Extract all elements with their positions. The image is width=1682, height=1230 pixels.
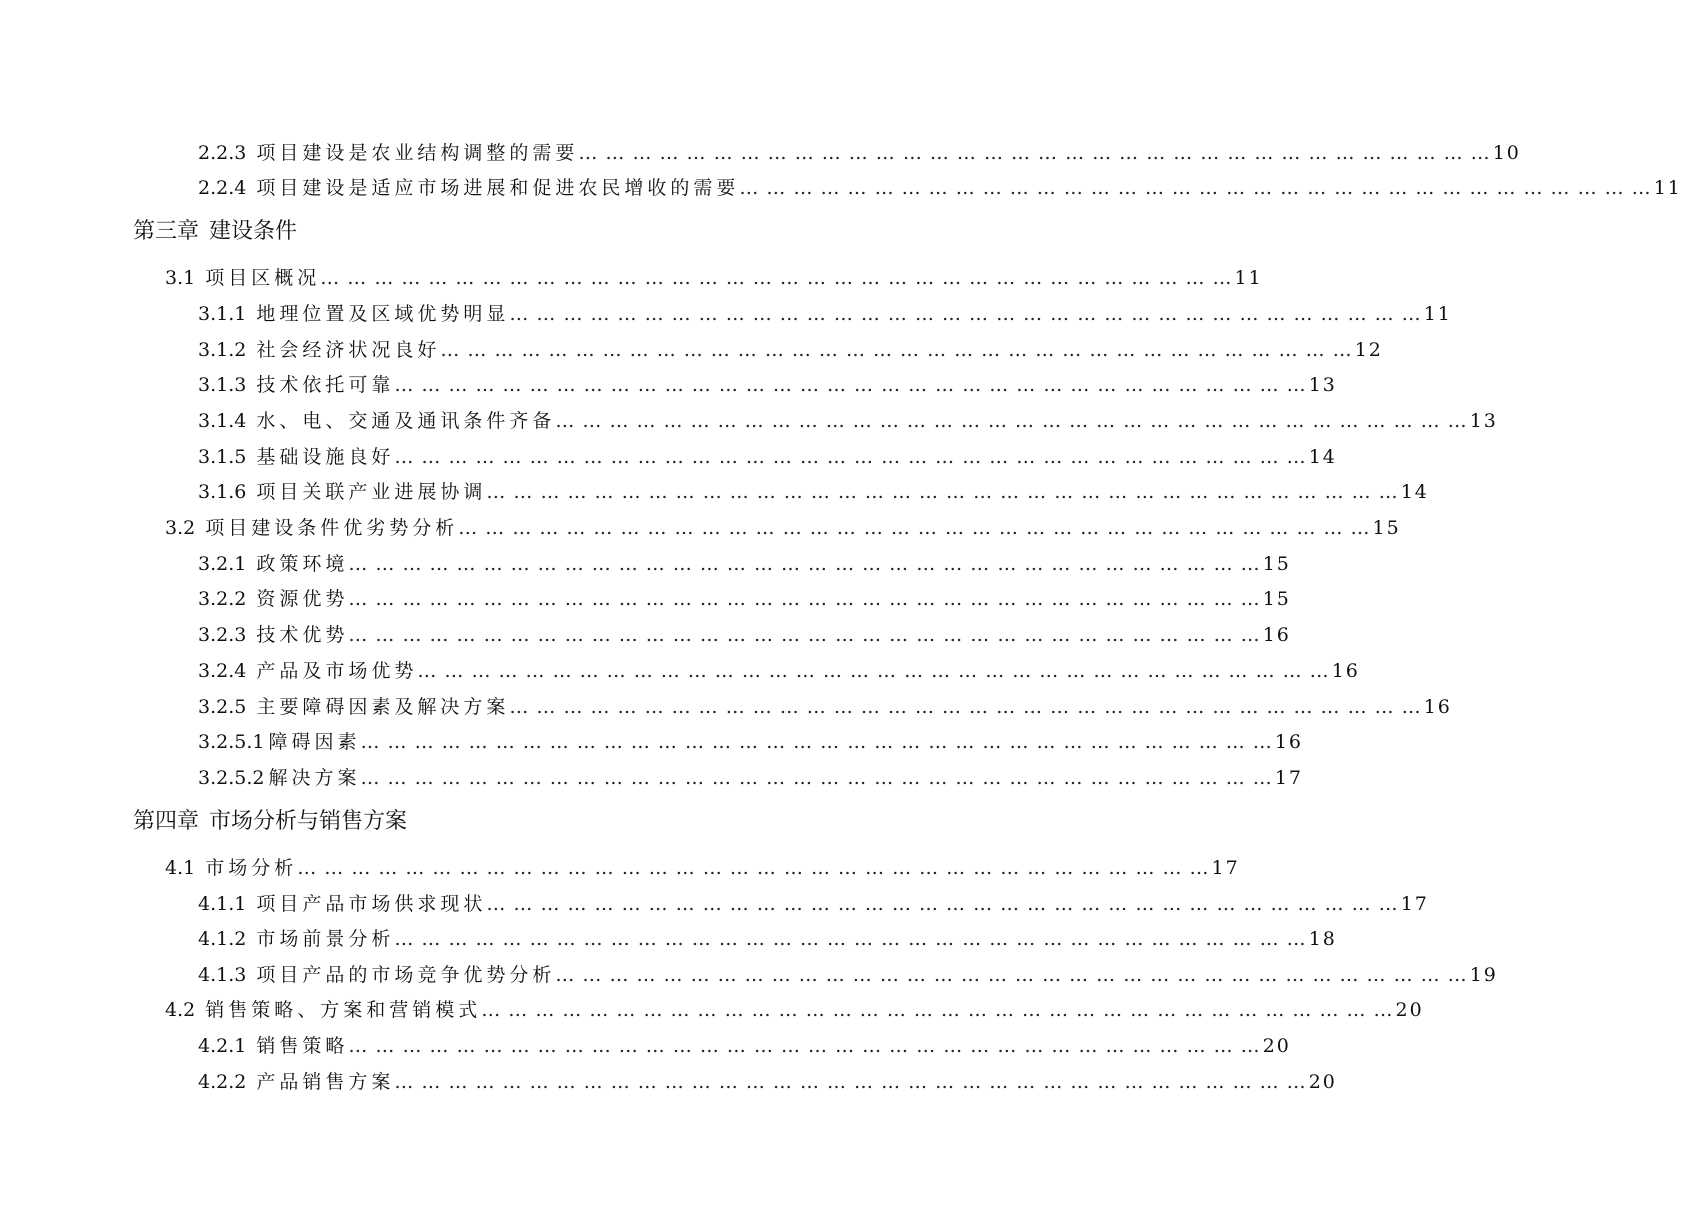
dot-leader: … … … … … … … … … … … … … … … … … … … … … … … … … … … … … … … … … … — [348, 1035, 1261, 1057]
chapter-number: 第四章 — [133, 809, 200, 834]
toc-entry-title: 技术优势 — [256, 624, 349, 646]
dot-leader: … … … … … … … … … … … … … … … … … … … … … … … … … … … … … … … … … … — [486, 481, 1399, 503]
toc-entry[interactable] — [198, 585, 1291, 613]
toc-entry-number: 3.2.3 — [198, 624, 247, 646]
toc-entry-page: 20 — [1395, 999, 1424, 1021]
toc-entry[interactable] — [198, 139, 1521, 167]
toc-entry-page: 11 — [1653, 177, 1682, 199]
dot-leader: … … … … … … … … … … … … … … … … … … … … … … … … … … … … … … … … … … — [486, 893, 1399, 915]
toc-entry-number: 4.1.2 — [198, 928, 247, 950]
toc-entry[interactable] — [198, 657, 1360, 685]
dot-leader: … … … … … … … … … … … … … … … … … … … … … … … … … … … … … … … … … … — [578, 142, 1491, 164]
toc-entry-page: 17 — [1211, 857, 1240, 879]
toc-entry-title: 项目建设是适应市场进展和促进农民增收的需要 — [256, 177, 740, 199]
toc-entry[interactable] — [198, 1068, 1337, 1096]
dot-leader: … … … … … … … … … … … … … … … … … … … … … … … … … … … … … … … … … … — [440, 339, 1353, 361]
toc-entry-number: 4.2.2 — [198, 1071, 247, 1093]
dot-leader: … … … … … … … … … … … … … … … … … … … … … … … … … … … … … … … … … … — [360, 767, 1273, 789]
dot-leader: … … … … … … … … … … … … … … … … … … … … … … … … … … … … … … … … … … — [394, 1071, 1307, 1093]
toc-entry-page: 13 — [1308, 374, 1337, 396]
chapter-number: 第三章 — [133, 219, 200, 244]
chapter-heading[interactable] — [133, 216, 297, 248]
dot-leader: … … … … … … … … … … … … … … … … … … … … … … … … … … … … … … … … … … — [509, 696, 1422, 718]
toc-entry-number: 3.2.5.1 — [198, 731, 265, 753]
toc-entry-page: 14 — [1308, 446, 1337, 468]
toc-entry[interactable] — [198, 890, 1429, 918]
toc-entry-title: 技术依托可靠 — [256, 374, 395, 396]
dot-leader: … … … … … … … … … … … … … … … … … … … … … … … … … … … … … … … … … … — [458, 517, 1371, 539]
dot-leader: … … … … … … … … … … … … … … … … … … … … … … … … … … … … … … … … … … — [348, 553, 1261, 575]
toc-entry-number: 4.2.1 — [198, 1035, 247, 1057]
toc-entry-number: 3.2 — [165, 517, 196, 539]
toc-entry[interactable] — [198, 371, 1337, 399]
toc-entry-page: 12 — [1354, 339, 1383, 361]
chapter-heading[interactable] — [133, 806, 407, 838]
toc-entry-title: 销售策略、方案和营销模式 — [205, 999, 482, 1021]
toc-entry-number: 3.1.6 — [198, 481, 247, 503]
toc-entry[interactable] — [198, 300, 1452, 328]
toc-entry-title: 项目产品的市场竞争优势分析 — [256, 964, 556, 986]
toc-entry[interactable] — [198, 478, 1429, 506]
toc-entry-title: 项目建设是农业结构调整的需要 — [256, 142, 579, 164]
toc-entry-title: 障碍因素 — [268, 731, 361, 753]
toc-entry-title: 市场前景分析 — [256, 928, 395, 950]
toc-entry[interactable] — [198, 728, 1303, 756]
toc-entry-title: 基础设施良好 — [256, 446, 395, 468]
toc-entry-title: 社会经济状况良好 — [256, 339, 441, 361]
toc-entry[interactable] — [165, 854, 1240, 882]
toc-entry-number: 2.2.3 — [198, 142, 247, 164]
toc-entry-page: 10 — [1492, 142, 1521, 164]
dot-leader: … … … … … … … … … … … … … … … … … … … … … … … … … … … … … … … … … … — [394, 374, 1307, 396]
toc-entry-page: 20 — [1308, 1071, 1337, 1093]
toc-entry[interactable] — [198, 174, 1682, 202]
dot-leader: … … … … … … … … … … … … … … … … … … … … … … … … … … … … … … … … … … — [509, 303, 1422, 325]
toc-entry-number: 4.1.3 — [198, 964, 247, 986]
toc-entry-title: 销售策略 — [256, 1035, 349, 1057]
toc-entry-title: 项目区概况 — [205, 267, 321, 289]
toc-entry-number: 3.1.1 — [198, 303, 247, 325]
toc-entry-number: 3.1.4 — [198, 410, 247, 432]
toc-entry-number: 3.2.1 — [198, 553, 247, 575]
toc-entry-number: 4.1.1 — [198, 893, 247, 915]
dot-leader: … … … … … … … … … … … … … … … … … … … … … … … … … … … … … … … … … … — [360, 731, 1273, 753]
toc-entry-page: 19 — [1469, 964, 1498, 986]
toc-entry-title: 项目关联产业进展协调 — [256, 481, 487, 503]
toc-entry[interactable] — [198, 1032, 1291, 1060]
toc-entry-title: 产品销售方案 — [256, 1071, 395, 1093]
toc-entry-page: 16 — [1274, 731, 1303, 753]
toc-entry[interactable] — [198, 925, 1337, 953]
toc-entry-number: 3.1 — [165, 267, 196, 289]
toc-entry-number: 4.2 — [165, 999, 196, 1021]
toc-entry-page: 17 — [1400, 893, 1429, 915]
dot-leader: … … … … … … … … … … … … … … … … … … … … … … … … … … … … … … … … … … — [348, 624, 1261, 646]
toc-entry-page: 11 — [1234, 267, 1263, 289]
toc-entry-title: 产品及市场优势 — [256, 660, 418, 682]
toc-entry[interactable] — [165, 514, 1401, 542]
toc-entry[interactable] — [198, 336, 1383, 364]
toc-entry[interactable] — [198, 621, 1291, 649]
toc-entry-page: 15 — [1262, 588, 1291, 610]
toc-entry-number: 4.1 — [165, 857, 196, 879]
dot-leader: … … … … … … … … … … … … … … … … … … … … … … … … … … … … … … … … … … — [481, 999, 1394, 1021]
toc-entry-page: 11 — [1423, 303, 1452, 325]
toc-entry-number: 3.2.2 — [198, 588, 247, 610]
toc-entry-title: 水、电、交通及通讯条件齐备 — [256, 410, 556, 432]
toc-entry-page: 14 — [1400, 481, 1429, 503]
toc-entry-title: 地理位置及区域优势明显 — [256, 303, 510, 325]
toc-entry-number: 3.2.5 — [198, 696, 247, 718]
toc-entry-number: 3.2.5.2 — [198, 767, 265, 789]
toc-entry-page: 20 — [1262, 1035, 1291, 1057]
dot-leader: … … … … … … … … … … … … … … … … … … … … … … … … … … … … … … … … … … — [394, 446, 1307, 468]
dot-leader: … … … … … … … … … … … … … … … … … … … … … … … … … … … … … … … … … … — [394, 928, 1307, 950]
toc-entry-title: 解决方案 — [268, 767, 361, 789]
toc-entry-number: 3.1.2 — [198, 339, 247, 361]
toc-entry-page: 16 — [1331, 660, 1360, 682]
toc-entry-number: 3.1.5 — [198, 446, 247, 468]
dot-leader: … … … … … … … … … … … … … … … … … … … … … … … … … … … … … … … … … … — [320, 267, 1233, 289]
toc-entry[interactable] — [198, 407, 1498, 435]
toc-entry[interactable] — [198, 443, 1337, 471]
toc-entry-title: 市场分析 — [205, 857, 298, 879]
toc-entry-number: 3.1.3 — [198, 374, 247, 396]
toc-entry-page: 15 — [1372, 517, 1401, 539]
toc-entry[interactable] — [198, 550, 1291, 578]
toc-entry[interactable] — [198, 764, 1303, 792]
dot-leader: … … … … … … … … … … … … … … … … … … … … … … … … … … … … … … … … … … — [555, 964, 1468, 986]
dot-leader: … … … … … … … … … … … … … … … … … … … … … … … … … … … … … … … … … … — [297, 857, 1210, 879]
toc-entry[interactable] — [198, 693, 1452, 721]
toc-entry-title: 项目产品市场供求现状 — [256, 893, 487, 915]
dot-leader: … … … … … … … … … … … … … … … … … … … … … … … … … … … … … … … … … … — [417, 660, 1330, 682]
chapter-title: 市场分析与销售方案 — [209, 809, 408, 834]
toc-entry-page: 16 — [1423, 696, 1452, 718]
toc-entry-title: 主要障碍因素及解决方案 — [256, 696, 510, 718]
toc-entry-page: 18 — [1308, 928, 1337, 950]
toc-entry-page: 17 — [1274, 767, 1303, 789]
toc-entry-page: 15 — [1262, 553, 1291, 575]
toc-entry-number: 3.2.4 — [198, 660, 247, 682]
toc-entry[interactable] — [165, 996, 1424, 1024]
toc-entry-page: 13 — [1469, 410, 1498, 432]
dot-leader: … … … … … … … … … … … … … … … … … … … … … … … … … … … … … … … … … … — [348, 588, 1261, 610]
dot-leader: … … … … … … … … … … … … … … … … … … … … … … … … … … … … … … … … … … — [555, 410, 1468, 432]
toc-entry[interactable] — [198, 961, 1498, 989]
dot-leader: … … … … … … … … … … … … … … … … … … … … … … … … … … … … … … … … … … — [739, 177, 1652, 199]
toc-entry-title: 资源优势 — [256, 588, 349, 610]
toc-entry-page: 16 — [1262, 624, 1291, 646]
toc-entry[interactable] — [165, 264, 1263, 292]
toc-entry-title: 政策环境 — [256, 553, 349, 575]
chapter-title: 建设条件 — [209, 219, 298, 244]
toc-entry-title: 项目建设条件优劣势分析 — [205, 517, 459, 539]
toc-entry-number: 2.2.4 — [198, 177, 247, 199]
